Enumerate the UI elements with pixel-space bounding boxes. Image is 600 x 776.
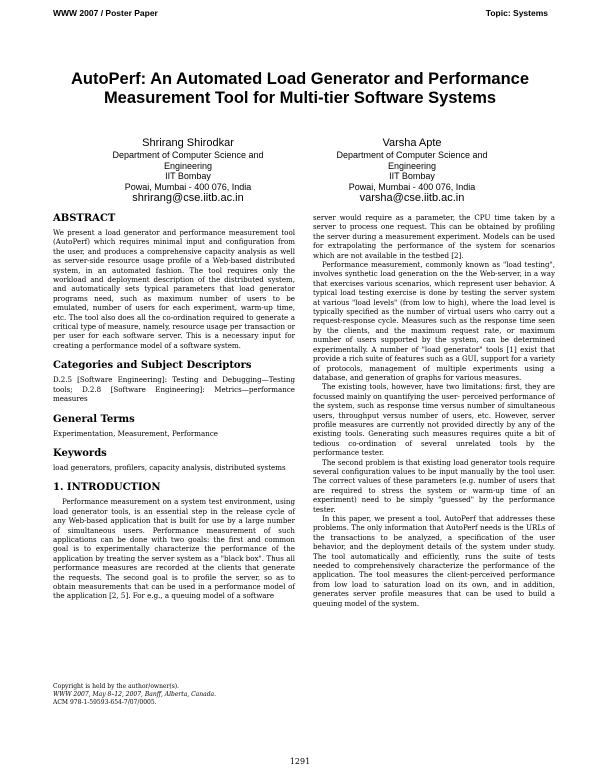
general-terms-heading: General Terms [53,413,135,425]
author-block-2 [287,137,537,205]
right-column [313,213,555,608]
general-terms-text: Experimentation, Measurement, Performance [53,428,218,438]
author-dept-2: Engineering [387,160,437,171]
body-paragraph: The existing tools, however, have two limitations: first, they are focussed mainly on quantifying the user- perceived performance of the system, such as response time versus number of simultaneous users, throughput versus number of users, etc. However, server profile measures are currently not provided directly by any of the existing tools. Generating such measures requires quite a bit of tedious co-ordination of several unrelated tools by the performance tester. [313,382,555,458]
introduction-heading: 1. INTRODUCTION [53,482,161,494]
body-paragraph: Performance measurement, commonly known as "load testing", involves synthetic load generation on the the Web-server, in a way that exercises various scenarios, which represent user behavior. A typical load testing exercise is done by testing the server system at various "load levels" (from low to high), where the load level is typically specified as the number of virtual users who carry out a request-response cycle. Measures such as the response time seen by the clients, and the maximum request rate, or maximum number of users supported by the system, can be determined experimentally. A number of "load generator" tools [1] exist that provide a rich suite of features such as a GUI, support for a variety of protocols, management of multiple experiments using a database, and generation of graphs for various measures. [313,260,555,382]
author-dept-2: Engineering [163,160,213,171]
author-email[interactable]: shrirang@cse.iitb.ac.in [132,192,244,204]
author-name: Shrirang Shirodkar [142,137,234,149]
abstract-heading: ABSTRACT [53,213,116,224]
author-address: Powai, Mumbai - 400 076, India [124,181,252,192]
left-column [53,213,295,601]
running-header-left: WWW 2007 / Poster Paper [53,8,158,18]
keywords-text: load generators, profilers, capacity analysis, distributed systems [53,462,286,472]
page-number: 1291 [289,757,311,766]
running-header-right: Topic: Systems [485,8,548,18]
author-dept: Department of Computer Science and [336,150,488,160]
body-paragraph: The second problem is that existing load generator tools require several configuration values to be input manually by the tool user. The correct values of these parameters (e.g. number of users that are required to stress the system or warm-up time of an experiment) need to be simply "guessed" by the performance tester. [313,457,555,514]
keywords-heading: Keywords [53,447,107,459]
footnote-line: ACM 978-1-59593-654-7/07/0005. [53,699,157,706]
copyright-footnote [53,683,295,707]
footnote-line: Copyright is held by the author/owner(s). [53,683,180,690]
author-name: Varsha Apte [382,137,442,149]
categories-heading: Categories and Subject Descriptors [53,360,252,372]
author-institution: IIT Bombay [389,171,435,181]
body-paragraph: In this paper, we present a tool, AutoPerf that addresses these problems. The only information that AutoPerf needs is the URLs of the transactions to be analyzed, a specification of the user behavior, and the deployment details of the system under study. The tool automatically and efficiently, runs the suite of tests needed to comprehensively characterize the performance of the application. The tool measures the client-perceived performance from low load to saturation load on its own, and in addition, generates server profile measures that can be used to build a queuing model of the system. [313,514,555,608]
paper-title [40,70,560,108]
title-line-2: Measurement Tool for Multi-tier Software Systems [103,89,497,107]
categories-text: D.2.5 [Software Engineering]: Testing and Debugging—Testing tools; D.2.8 [Software Engineering]: Metrics—performance measures [53,375,295,404]
introduction-paragraph: Performance measurement on a system test environment, using load generator tools, is an essential step in the release cycle of any Web-based application that is built for use by a large number of simultaneous users. Performance measurement of such applications can be done with two goals: the first and common goal is to experimentally characterize the performance of the application by treating the server system as a "black box". Thus all performance measures are recorded at the clients that generate the requests. The second goal is to profile the server, so as to obtain measurements that can be used in a performance model of the application [2, 5]. For e.g., a queuing model of a software [53,497,295,601]
author-block-1 [63,137,313,205]
author-institution: IIT Bombay [165,171,211,181]
footnote-line: WWW 2007, May 8–12, 2007, Banff, Alberta, Canada. [53,691,217,698]
author-dept: Department of Computer Science and [112,150,264,160]
abstract-text: We present a load generator and performance measurement tool (AutoPerf) which requires minimal input and configuration from the user, and produces a comprehensive capacity analysis as well as server-side resource usage profile of a Web-based distributed system, in an automated fashion. The tool requires only the workload and deployment description of the distributed system, and automatically sets typical parameters that load generator programs need, such as maximum number of users to be emulated, number of users for each experiment, warm-up time, etc. The tool also does all the co-ordination required to generate a critical type of measure, namely, resource usage per transaction or per user for each software server. This is a necessary input for creating a performance model of a software system. [53,228,295,350]
body-paragraph: server would require as a parameter, the CPU time taken by a server to process one request. This can be obtained by profiling the server during a measurement experiment. Models can be used for extrapolating the performance of the system for scenarios which are not available in the testbed [2]. [313,213,555,260]
title-line-1: AutoPerf: An Automated Load Generator and Performance [70,70,530,88]
author-address: Powai, Mumbai - 400 076, India [348,181,476,192]
author-email[interactable]: varsha@cse.iitb.ac.in [359,192,465,204]
